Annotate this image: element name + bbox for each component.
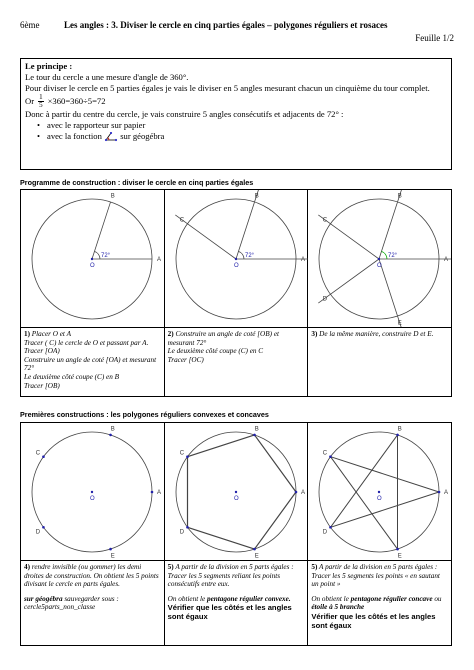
pentagon-convex xyxy=(187,435,296,549)
point-label-c: C xyxy=(179,450,184,457)
step-cell-3 xyxy=(308,190,451,396)
center-point-o xyxy=(91,491,93,493)
angle-label: 72° xyxy=(388,253,398,259)
step-5b-text: A partir de la division en 5 parts égales : Tracer les 5 segments les points « en sautant un point » xyxy=(311,563,440,589)
point-e xyxy=(109,548,112,551)
point-label-a: A xyxy=(300,490,305,496)
grade-level: 6ème xyxy=(20,20,40,30)
point-label-b: B xyxy=(254,426,259,433)
method-list xyxy=(25,120,447,142)
center-point-o xyxy=(91,258,93,260)
step-3-caption xyxy=(308,328,451,341)
method-geogebra-suffix: sur géogébra xyxy=(120,130,165,141)
step-number: 4) xyxy=(24,563,30,571)
step-4-text: rendre invisible (ou gommer) les demi droites de construction. On obtient les 5 points divisant le cercle en parts égales. xyxy=(24,563,159,589)
step-1-caption xyxy=(21,328,164,396)
ray-ob xyxy=(92,202,111,259)
figure-step-4 xyxy=(21,423,164,561)
result-prefix: On obtient le xyxy=(311,594,351,603)
figure-4-svg xyxy=(21,423,164,560)
point-label-a: A xyxy=(157,257,162,263)
step-cell-5a xyxy=(165,423,309,645)
result-or: ou xyxy=(432,594,442,603)
figure-3-svg xyxy=(308,190,451,327)
step-cell-5b xyxy=(308,423,451,645)
pentagon-star xyxy=(331,435,440,549)
point-label-a: A xyxy=(300,257,305,263)
center-point-o xyxy=(378,258,380,260)
fraction-denominator: 5 xyxy=(39,101,43,110)
point-label-c: C xyxy=(323,450,328,457)
step-number: 3) xyxy=(311,330,318,338)
result-alt-name: étoile à 5 branche xyxy=(311,603,365,612)
principle-line-1: Le tour du cercle a une mesure d'angle de 360°. xyxy=(25,71,189,82)
point-label-b: B xyxy=(110,426,115,433)
ray-oe xyxy=(379,259,402,327)
step-5a-text: A partir de la division en 5 parts égales : Tracer les 5 segments reliant les points consécutifs entre eux. xyxy=(167,563,294,589)
point-b xyxy=(397,434,400,437)
figure-2-svg xyxy=(165,190,308,327)
center-label-o: O xyxy=(90,263,95,269)
point-label-d: D xyxy=(323,296,328,303)
result-name: pentagone régulier concave xyxy=(350,594,433,603)
point-label-a: A xyxy=(157,490,162,496)
point-label-e: E xyxy=(398,553,403,560)
center-label-o: O xyxy=(233,496,239,502)
point-label-b: B xyxy=(398,193,403,200)
point-e xyxy=(253,548,256,551)
or-word: Or xyxy=(25,96,35,107)
point-label-b: B xyxy=(398,426,403,433)
center-label-o: O xyxy=(377,496,383,502)
step-cell-1 xyxy=(21,190,165,396)
step-number: 5) xyxy=(167,563,174,571)
point-label-b: B xyxy=(254,193,259,200)
point-label-d: D xyxy=(35,529,41,536)
point-c xyxy=(330,455,333,458)
page-title: Les angles : 3. Diviser le cercle en cinq parties égales – polygones réguliers et rosaces xyxy=(64,20,388,30)
geogebra-note: sur géogébra xyxy=(24,594,63,603)
point-c xyxy=(42,455,45,458)
point-d xyxy=(42,526,45,529)
section-1-title: Programme de construction : diviser le cercle en cinq parties égales xyxy=(20,178,254,187)
method-protractor: • avec le rapporteur sur papier xyxy=(47,120,447,131)
point-b xyxy=(253,434,256,437)
center-point-o xyxy=(378,491,380,493)
angle-arc xyxy=(94,251,100,259)
principle-formula xyxy=(25,94,447,109)
point-label-e: E xyxy=(398,320,403,327)
angle-arc xyxy=(382,251,388,259)
ray-od xyxy=(319,259,383,303)
point-label-c: C xyxy=(323,217,328,224)
step-5b-caption xyxy=(308,561,451,632)
result-prefix: On obtient le xyxy=(167,594,207,603)
point-label-b: B xyxy=(110,193,115,200)
method-geogebra xyxy=(47,131,447,142)
formula-expression: ×360=360÷5=72 xyxy=(47,96,106,107)
principle-box xyxy=(20,58,452,170)
figure-step-1 xyxy=(21,190,164,328)
step-4-caption xyxy=(21,561,164,645)
point-label-d: D xyxy=(323,529,328,536)
figure-step-2 xyxy=(165,190,308,328)
geogebra-angle-icon xyxy=(104,132,118,142)
step-cell-2 xyxy=(165,190,309,396)
point-label-c: C xyxy=(35,450,41,457)
point-e xyxy=(397,548,400,551)
point-label-c: C xyxy=(179,217,184,224)
principle-line-2: Pour diviser le cercle en 5 parties égales je vais le diviser en 5 angles mesurant chacun un cinquième du tour complet. xyxy=(25,82,430,93)
center-point-o xyxy=(234,491,236,493)
point-c xyxy=(186,455,189,458)
center-label-o: O xyxy=(233,263,239,269)
figure-step-3 xyxy=(308,190,451,328)
figure-1-svg xyxy=(21,190,164,327)
principle-title: Le principe : xyxy=(25,61,73,71)
principle-line-3: Donc à partir du centre du cercle, je vais construire 5 angles consécutifs et adjacents de 72° : xyxy=(25,109,344,120)
center-label-o: O xyxy=(90,496,95,502)
check-instruction: Vérifier que les côtés et les angles sont égaux xyxy=(167,603,292,622)
result-name: pentagone régulier convexe. xyxy=(207,594,291,603)
section-2-title: Premières constructions : les polygones réguliers convexes et concaves xyxy=(20,410,269,419)
figure-5a-svg xyxy=(165,423,308,560)
angle-arc xyxy=(238,251,244,259)
ray-oc xyxy=(319,215,380,259)
construction-table xyxy=(20,189,452,397)
figure-step-5b xyxy=(308,423,451,561)
angle-label: 72° xyxy=(101,253,111,259)
point-label-e: E xyxy=(110,553,115,560)
save-as-note: sauvegarder sous : cercle5parts_non_classe xyxy=(24,594,119,612)
step-2-caption xyxy=(165,328,308,366)
point-a xyxy=(294,491,297,494)
point-label-d: D xyxy=(179,529,184,536)
step-number: 2) xyxy=(167,330,174,338)
point-a xyxy=(151,491,154,494)
fraction xyxy=(38,94,44,109)
ray-oc xyxy=(175,215,236,259)
point-d xyxy=(186,526,189,529)
angle-label: 72° xyxy=(244,253,254,259)
step-3-text: De la même manière, construire D et E. xyxy=(319,330,434,338)
point-label-a: A xyxy=(444,490,449,496)
point-b xyxy=(109,434,112,437)
point-label-a: A xyxy=(444,257,449,263)
polygons-table xyxy=(20,422,452,646)
center-label-o: O xyxy=(377,263,383,269)
step-5a-caption xyxy=(165,561,308,623)
point-label-e: E xyxy=(254,553,259,560)
step-2-text: Construire un angle de coté [OB) et mesurant 72° Le deuxième côté coupe (C) en C Tracer [OC) xyxy=(167,330,280,364)
figure-step-5a xyxy=(165,423,308,561)
step-cell-4 xyxy=(21,423,165,645)
step-number: 1) xyxy=(24,330,30,338)
method-geogebra-label: avec la fonction xyxy=(47,130,102,141)
step-1-text: Placer O et A Tracer ( C) le cercle de O et passant par A. Tracer [OA) Construire un angle de coté [OA) et mesurant 72° Le deuxième côté coupe (C) en B Tracer [OB) xyxy=(24,330,157,390)
figure-5b-svg xyxy=(308,423,451,560)
check-instruction: Vérifier que les côtés et les angles sont égaux xyxy=(311,611,436,630)
center-point-o xyxy=(234,258,236,260)
fraction-numerator: 1 xyxy=(39,93,43,102)
step-number: 5) xyxy=(311,563,318,571)
point-a xyxy=(438,491,441,494)
sheet-number: Feuille 1/2 xyxy=(415,33,454,43)
point-d xyxy=(330,526,333,529)
